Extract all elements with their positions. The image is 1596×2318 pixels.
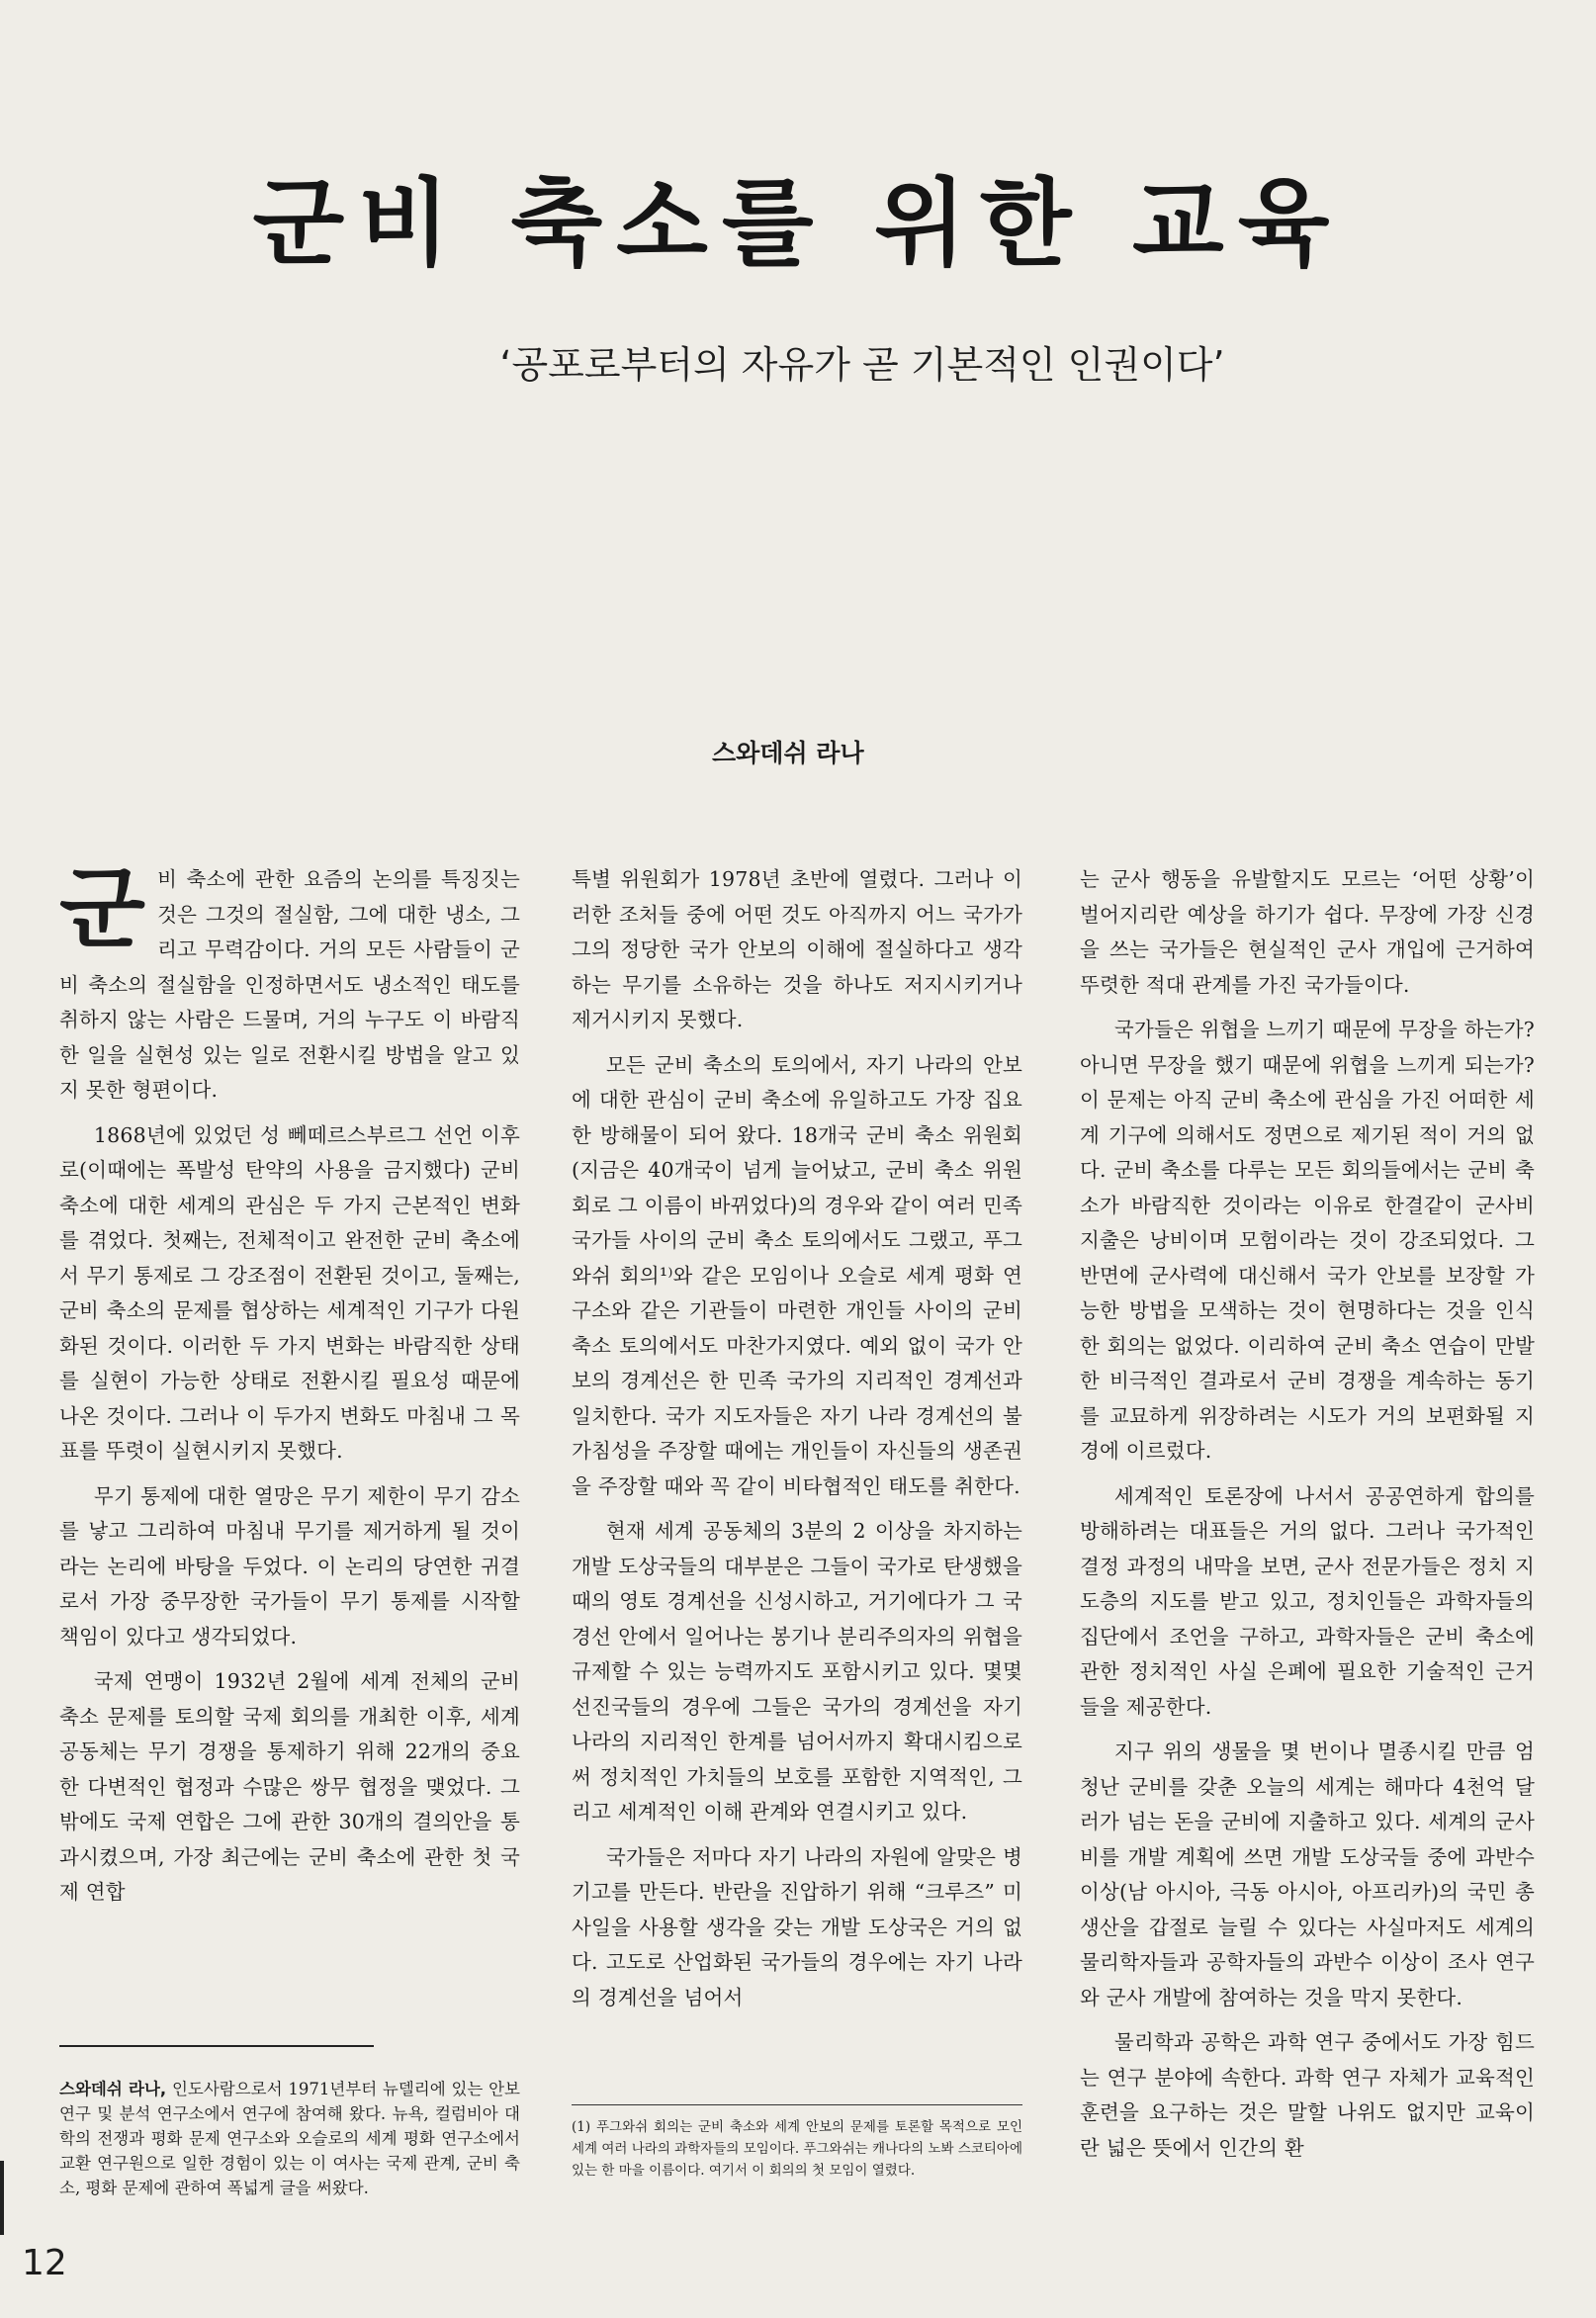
article-title: 군비 축소를 위한 교육	[252, 168, 1344, 279]
page-edge-mark	[0, 2161, 4, 2235]
paragraph	[572, 1840, 1022, 2016]
paragraph	[1080, 862, 1535, 1003]
paragraph	[1080, 1735, 1535, 2015]
text-column-3	[1080, 862, 1535, 2176]
bio-name: 스와데쉬 라나,	[59, 2080, 167, 2098]
paragraph-text: 국제 연맹이 1932년 2월에 세계 전체의 군비 축소 문제를 토의할 국제 회의를 개최한 이후, 세계 공동체는 무기 경쟁을 통제하기 위해 22개의 중요한 다변적인 협정과 수많은 쌍무 협정을 맺었다. 그 밖에도 국제 연합은 그에 관한 30개의 결의안을 통과시켰으며, 가장 최근에는 군비 축소에 관한 첫 국제 연합	[59, 1669, 520, 1904]
paragraph	[1080, 1013, 1535, 1470]
paragraph-text: 비 축소에 관한 요즘의 논의를 특징짓는 것은 그것의 절실함, 그에 대한 냉소, 그리고 무력감이다. 거의 모든 사람들이 군비 축소의 절실함을 인정하면서도 냉소적인 태도를 취하지 않는 사람은 드물며, 거의 누구도 이 바람직한 일을 실현성 있는 일로 전환시킬 방법을 알고 있지 못한 형편이다.	[59, 867, 520, 1102]
paragraph-text: 국가들은 저마다 자기 나라의 자원에 알맞은 병기고를 만든다. 반란을 진압하기 위해 “크루즈” 미사일을 사용할 생각을 갖는 개발 도상국은 거의 없다. 고도로 산업화된 국가들의 경우에는 자기 나라의 경계선을 넘어서	[572, 1844, 1022, 2009]
paragraph-text: 세계적인 토론장에 나서서 공공연하게 합의를 방해하려는 대표들은 거의 없다. 그러나 국가적인 결정 과정의 내막을 보면, 군사 전문가들은 정치 지도층의 지도를 받고 있고, 정치인들은 과학자들의 집단에서 조언을 구하고, 과학자들은 군비 축소에 관한 정치적인 사실 은폐에 필요한 기술적인 근거들을 제공한다.	[1080, 1483, 1535, 1719]
paragraph-text: 1868년에 있었던 성 뻬떼르스부르그 선언 이후로(이때에는 폭발성 탄약의 사용을 금지했다) 군비 축소에 대한 세계의 관심은 두 가지 근본적인 변화를 겪었다. 첫째는, 전체적이고 완전한 군비 축소에서 무기 통제로 그 강조점이 전환된 것이고, 둘째는, 군비 축소의 문제를 협상하는 세계적인 기구가 다원화된 것이다. 이러한 두 가지 변화는 바람직한 상태를 실현이 가능한 상태로 전환시킬 필요성 때문에 나온 것이다. 그러나 이 두가지 변화도 마침내 그 목표를 뚜렷이 실현시키지 못했다.	[59, 1122, 520, 1463]
paragraph	[1080, 2025, 1535, 2166]
article-subtitle: ‘공포로부터의 자유가 곧 기본적인 인권이다’	[499, 343, 1225, 387]
author-bio	[59, 2077, 520, 2200]
paragraph-text: 현재 세계 공동체의 3분의 2 이상을 차지하는 개발 도상국들의 대부분은 그들이 국가로 탄생했을 때의 영토 경계선을 신성시하고, 거기에다가 그 국경선 안에서 일어나는 봉기나 분리주의자의 위협을 규제할 수 있는 능력까지도 포함시키고 있다. 몇몇 선진국들의 경우에 그들은 국가의 경계선을 자기 나라의 지리적인 한계를 넘어서까지 확대시킴으로써 정치적인 가치들의 보호를 포함한 지역적인, 그리고 세계적인 이해 관계와 연결시키고 있다.	[572, 1519, 1022, 1824]
paragraph	[1080, 1479, 1535, 1726]
footnote-divider	[572, 2104, 1022, 2105]
page-number: 12	[22, 2243, 67, 2283]
paragraph	[59, 1118, 520, 1470]
bio-divider	[59, 2045, 374, 2047]
paragraph	[59, 857, 520, 1109]
paragraph-text: 지구 위의 생물을 몇 번이나 멸종시킬 만큼 엄청난 군비를 갖춘 오늘의 세계는 해마다 4천억 달러가 넘는 돈을 군비에 지출하고 있다. 세계의 군사비를 개발 계획에 쓰면 개발 도상국들 중에 과반수 이상(남 아시아, 극동 아시아, 아프리카)의 국민 총생산을 갑절로 늘릴 수 있다는 사실마저도 세계의 물리학자들과 공학자들의 과반수 이상이 조사 연구와 군사 개발에 참여하는 것을 막지 못한다.	[1080, 1739, 1535, 2009]
paragraph	[59, 1479, 520, 1655]
paragraph-text: 무기 통제에 대한 열망은 무기 제한이 무기 감소를 낳고 그리하여 마침내 무기를 제거하게 될 것이라는 논리에 바탕을 두었다. 이 논리의 당연한 귀결로서 가장 중무장한 국가들이 무기 통제를 시작할 책임이 있다고 생각되었다.	[59, 1483, 520, 1649]
drop-cap: 군	[59, 857, 146, 961]
text-column-2	[572, 862, 1022, 2025]
paragraph	[572, 1514, 1022, 1830]
paragraph-text: 는 군사 행동을 유발할지도 모르는 ‘어떤 상황’이 벌어지리란 예상을 하기가 쉽다. 무장에 가장 신경을 쓰는 국가들은 현실적인 군사 개입에 근거하여 뚜렷한 적대 관계를 가진 국가들이다.	[1080, 867, 1535, 997]
author-name: 스와데쉬 라나	[712, 739, 864, 767]
paragraph	[572, 1048, 1022, 1505]
paragraph-text: 국가들은 위협을 느끼기 때문에 무장을 하는가? 아니면 무장을 했기 때문에 위협을 느끼게 되는가? 이 문제는 아직 군비 축소에 관심을 가진 어떠한 세계 기구에 의해서도 정면으로 제기된 적이 거의 없다. 군비 축소를 다루는 모든 회의들에서는 군비 축소가 바람직한 것이라는 이유로 한결같이 군사비 지출은 낭비이며 모험이라는 것이 강조되었다. 그 반면에 군사력에 대신해서 국가 안보를 보장할 가능한 방법을 모색하는 것이 현명하다는 것을 인식한 회의는 없었다. 이리하여 군비 축소 연습이 만발한 비극적인 결과로서 군비 경쟁을 계속하는 동기를 교묘하게 위장하려는 시도가 거의 보편화될 지경에 이르렀다.	[1080, 1018, 1535, 1463]
footnote: (1) 푸그와쉬 회의는 군비 축소와 세계 안보의 문제를 토론할 목적으로 모인 세계 여러 나라의 과학자들의 모임이다. 푸그와쉬는 캐나다의 노봐 스코티아에 있는 한 마을 이름이다. 여기서 이 회의의 첫 모임이 열렸다.	[572, 2119, 1022, 2179]
paragraph	[572, 862, 1022, 1038]
paragraph-text: 물리학과 공학은 과학 연구 중에서도 가장 힘드는 연구 분야에 속한다. 과학 연구 자체가 교육적인 훈련을 요구하는 것은 말할 나위도 없지만 교육이란 넓은 뜻에서 인간의 환	[1080, 2030, 1535, 2160]
paragraph-text: 특별 위원회가 1978년 초반에 열렸다. 그러나 이러한 조처들 중에 어떤 것도 아직까지 어느 국가가 그의 정당한 국가 안보의 이해에 절실하다고 생각하는 무기를 소유하는 것을 하나도 저지시키거나 제거시키지 못했다.	[572, 867, 1022, 1031]
paragraph	[59, 1664, 520, 1911]
text-column-1	[59, 857, 520, 1920]
bio-text: 인도사람으로서 1971년부터 뉴델리에 있는 안보 연구 및 분석 연구소에서 연구에 참여해 왔다. 뉴욕, 컬럼비아 대학의 전쟁과 평화 문제 연구소와 오슬로의 세계 평화 연구소에서 교환 연구원으로 일한 경험이 있는 이 여사는 국제 관계, 군비 축소, 평화 문제에 관하여 폭넓게 글을 써왔다.	[59, 2080, 520, 2197]
paragraph-text: 모든 군비 축소의 토의에서, 자기 나라의 안보에 대한 관심이 군비 축소에 유일하고도 가장 집요한 방해물이 되어 왔다. 18개국 군비 축소 위원회(지금은 40개국이 넘게 늘어났고, 군비 축소 위원회로 그 이름이 바뀌었다)의 경우와 같이 여러 민족 국가들 사이의 군비 축소 토의에서도 그랬고, 푸그와쉬 회의¹⁾와 같은 모임이나 오슬로 세계 평화 연구소와 같은 기관들이 마련한 개인들 사이의 군비 축소 토의에서도 마찬가지였다. 예외 없이 국가 안보의 경계선은 한 민족 국가의 지리적인 경계선과 일치한다. 국가 지도자들은 자기 나라 경계선의 불가침성을 주장할 때에는 개인들이 자신들의 생존권을 주장할 때와 꼭 같이 비타협적인 태도를 취한다.	[572, 1052, 1022, 1498]
